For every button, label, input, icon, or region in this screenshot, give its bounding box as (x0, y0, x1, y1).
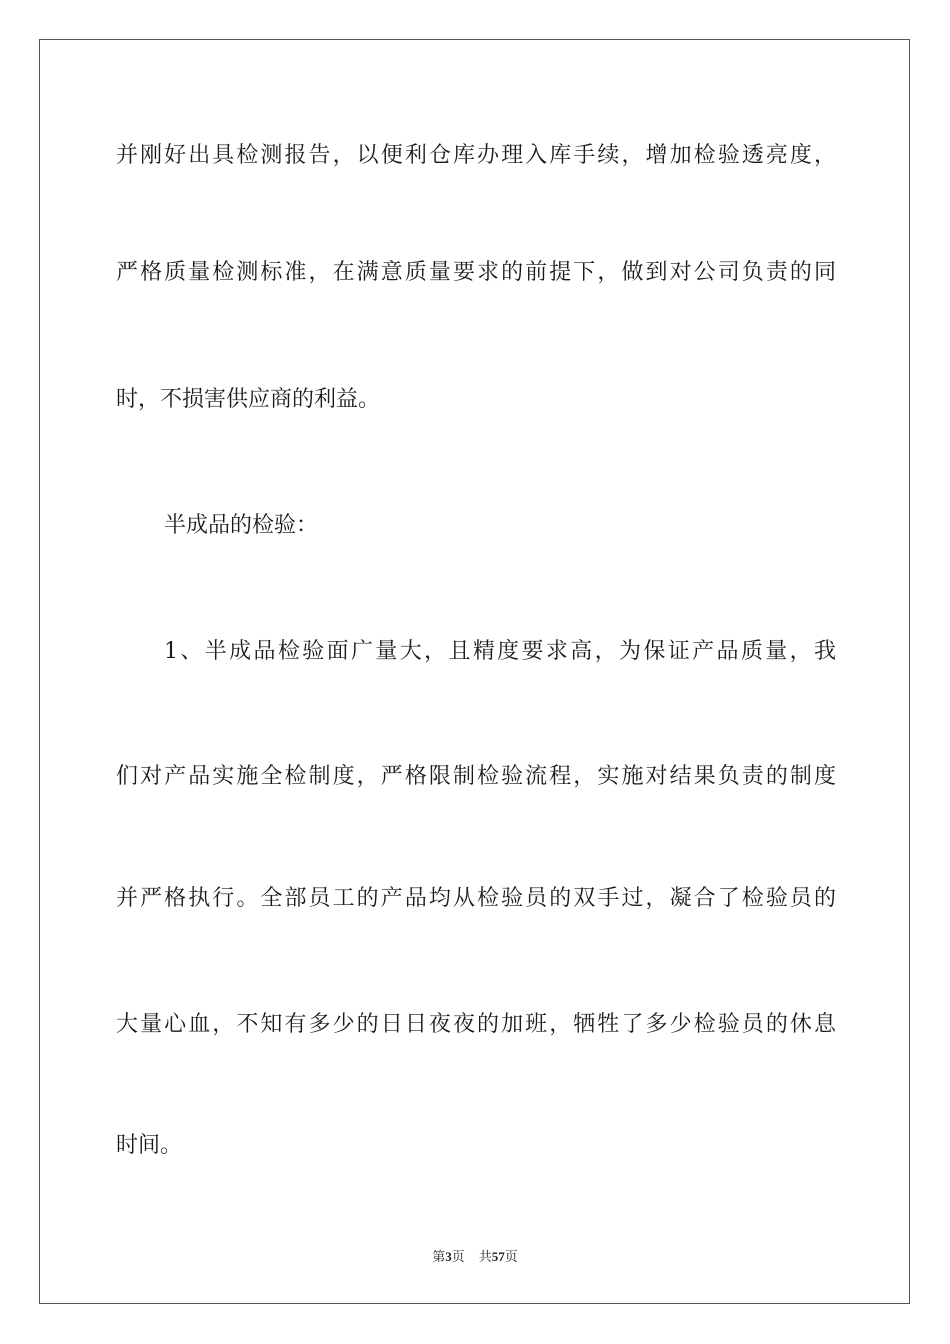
body-text-line-8: 大量心血，不知有多少的日日夜夜的加班，牺牲了多少检验员的休息 (116, 1012, 836, 1037)
body-text-line-1: 并刚好出具检测报告，以便利仓库办理入库手续，增加检验透亮度， (116, 143, 836, 168)
section-heading: 半成品的检验： (164, 513, 319, 538)
body-text-line-5: 1、半成品检验面广量大，且精度要求高，为保证产品质量，我 (164, 639, 836, 664)
body-text-line-3: 时，不损害供应商的利益。 (116, 387, 381, 412)
total-pages: 57 (491, 1249, 505, 1264)
body-text-line-2: 严格质量检测标准，在满意质量要求的前提下，做到对公司负责的同 (116, 260, 836, 285)
total-suffix: 页 (504, 1250, 518, 1265)
body-text-line-9: 时间。 (116, 1133, 183, 1158)
page-number: 3 (445, 1249, 452, 1264)
body-text-line-7: 并严格执行。全部员工的产品均从检验员的双手过，凝合了检验员的 (116, 886, 836, 911)
page-border (39, 39, 910, 1304)
body-text-line-6: 们对产品实施全检制度，严格限制检验流程，实施对结果负责的制度 (116, 764, 836, 789)
page-suffix: 页 (451, 1250, 465, 1265)
page-footer (0, 1249, 950, 1266)
page-prefix: 第 (432, 1250, 446, 1265)
total-prefix: 共 (478, 1250, 492, 1265)
